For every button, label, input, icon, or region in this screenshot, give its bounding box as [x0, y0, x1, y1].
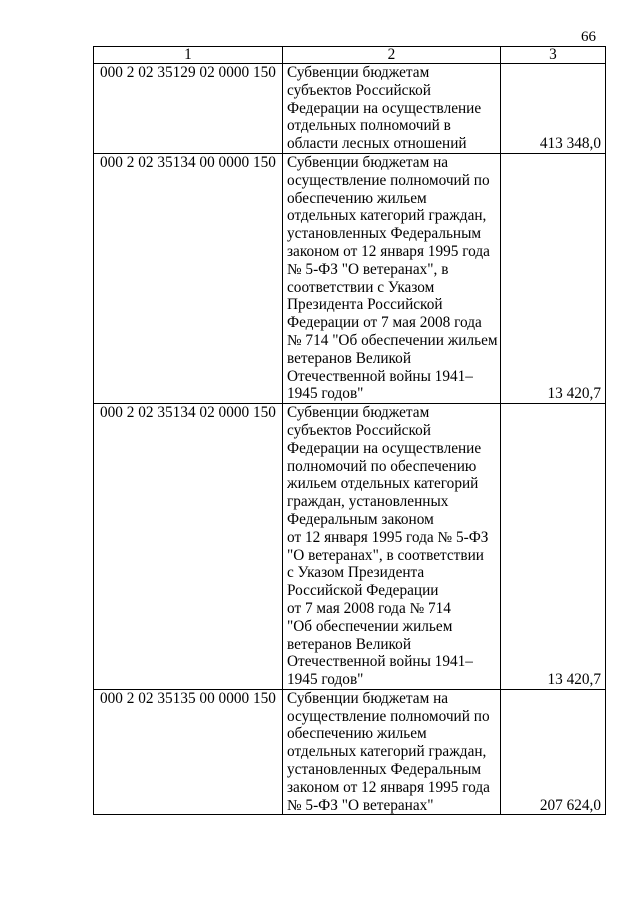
row-name-line: обеспечению жильем	[287, 189, 427, 207]
row-name-line: законом от 12 января 1995 года	[287, 242, 490, 260]
row-name-cell	[283, 64, 501, 154]
row-name-line: "О ветеранах", в соответствии	[287, 546, 484, 564]
row-name-line: 1945 годов"	[287, 385, 364, 403]
row-name-cell	[283, 153, 501, 403]
row-name-line: 1945 годов"	[287, 671, 364, 689]
table-row	[94, 404, 606, 690]
row-amount-cell: 13 420,7	[501, 404, 606, 690]
row-name-line: Российской Федерации	[287, 582, 439, 600]
row-name-line: соответствии с Указом	[287, 278, 435, 296]
table-row	[94, 153, 606, 403]
row-name-line: от 7 мая 2008 года № 714	[287, 599, 451, 617]
table-header-row	[94, 47, 606, 64]
row-amount-cell: 207 624,0	[501, 689, 606, 815]
row-name-line: Отечественной войны 1941–	[287, 367, 473, 385]
row-name-line: граждан, установленных	[287, 493, 449, 511]
row-code-cell: 000 2 02 35135 00 0000 150	[94, 689, 283, 815]
row-name-line: № 5-ФЗ "О ветеранах", в	[287, 260, 449, 278]
row-name-line: отдельных категорий граждан,	[287, 207, 487, 225]
row-name-line: законом от 12 января 1995 года	[287, 778, 490, 796]
row-name-line: № 5-ФЗ "О ветеранах"	[287, 796, 434, 814]
row-name-line: ветеранов Великой	[287, 635, 412, 653]
row-name-line: Субвенции бюджетам	[287, 64, 430, 81]
column-header-1: 1	[94, 47, 283, 64]
row-name-line: установленных Федеральным	[287, 225, 482, 243]
row-name-line: жильем отдельных категорий	[287, 475, 479, 493]
table-row	[94, 64, 606, 154]
row-name-line: ветеранов Великой	[287, 349, 412, 367]
row-name-line: установленных Федеральным	[287, 761, 482, 779]
row-name-cell	[283, 689, 501, 815]
row-name-line: обеспечению жильем	[287, 725, 427, 743]
row-name-line: области лесных отношений	[287, 135, 467, 153]
row-name-line: Федерации от 7 мая 2008 года	[287, 314, 482, 332]
row-name-line: Федеральным законом	[287, 510, 434, 528]
row-name-line: Отечественной войны 1941–	[287, 653, 473, 671]
row-amount-cell: 13 420,7	[501, 153, 606, 403]
row-name-line: с Указом Президента	[287, 564, 425, 582]
row-name-line: № 714 "Об обеспечении жильем	[287, 331, 498, 349]
row-code-cell: 000 2 02 35134 00 0000 150	[94, 153, 283, 403]
row-amount-cell: 413 348,0	[501, 64, 606, 154]
row-name-line: полномочий по обеспечению	[287, 457, 477, 475]
row-name-line: Федерации на осуществление	[287, 99, 482, 117]
row-name-line: осуществление полномочий по	[287, 707, 490, 725]
row-name-line: Субвенции бюджетам на	[287, 689, 449, 707]
row-name-line: Президента Российской	[287, 296, 443, 314]
row-name-line: отдельных полномочий в	[287, 117, 451, 135]
row-name-cell	[283, 404, 501, 690]
row-name-line: Субвенции бюджетам	[287, 404, 430, 422]
row-name-line: "Об обеспечении жильем	[287, 617, 453, 635]
budget-table	[93, 46, 606, 815]
column-header-2: 2	[283, 47, 501, 64]
row-code-cell: 000 2 02 35134 02 0000 150	[94, 404, 283, 690]
column-header-3: 3	[501, 47, 606, 64]
row-name-line: субъектов Российской	[287, 421, 431, 439]
row-name-line: отдельных категорий граждан,	[287, 743, 487, 761]
row-name-line: Федерации на осуществление	[287, 439, 482, 457]
row-name-line: от 12 января 1995 года № 5-ФЗ	[287, 528, 489, 546]
row-name-line: Субвенции бюджетам на	[287, 153, 449, 171]
page-number: 66	[581, 29, 596, 45]
table-body	[94, 64, 606, 815]
table-row	[94, 689, 606, 815]
row-code-cell: 000 2 02 35129 02 0000 150	[94, 64, 283, 154]
row-name-line: субъектов Российской	[287, 81, 431, 99]
row-name-line: осуществление полномочий по	[287, 171, 490, 189]
